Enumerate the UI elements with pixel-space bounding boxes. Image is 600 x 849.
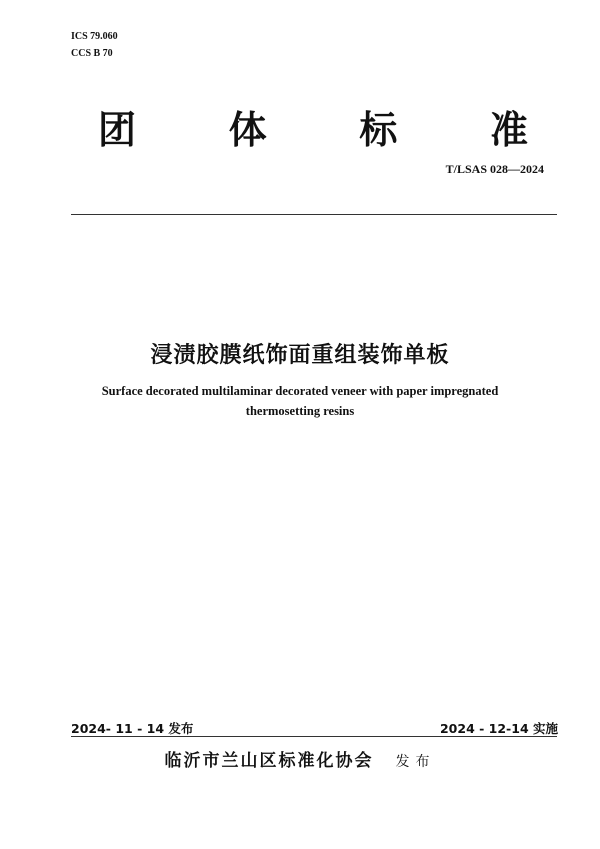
publish-date: 2024- 11 - 14 发布 (71, 721, 194, 736)
publisher-organization: 临沂市兰山区标准化协会 (164, 751, 374, 771)
doc-type-char: 体 (228, 108, 267, 152)
publisher-action: 发布 (395, 754, 436, 770)
publisher-line (0, 746, 600, 771)
implement-date: 2024 - 12-14 实施 (439, 721, 558, 736)
classification-codes (71, 28, 118, 62)
document-type-heading (98, 104, 528, 156)
ics-code: ICS 79.060 (71, 31, 118, 42)
ccs-code: CCS B 70 (71, 48, 113, 59)
doc-type-char: 团 (98, 108, 137, 152)
doc-type-char: 准 (489, 108, 528, 152)
bottom-divider (71, 736, 557, 737)
title-english-line2: thermosetting resins (245, 404, 355, 418)
title-english-line1: Surface decorated multilaminar decorated veneer with paper impregnated (101, 384, 499, 398)
top-divider (71, 214, 557, 215)
doc-type-char: 标 (359, 108, 398, 152)
title-english (50, 381, 550, 421)
standard-number: T/LSAS 028—2024 (445, 162, 544, 176)
title-chinese: 浸渍胶膜纸饰面重组装饰单板 (150, 343, 450, 368)
